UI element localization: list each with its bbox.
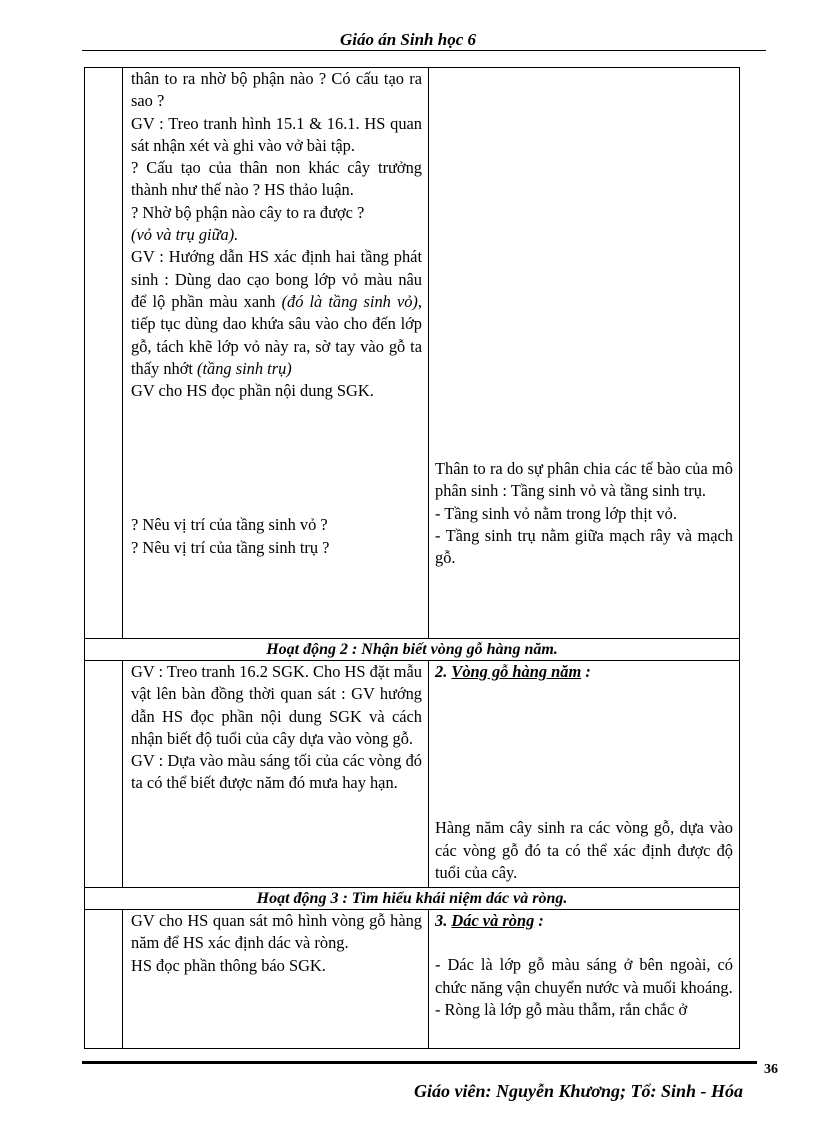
paragraph: - Tầng sinh trụ nằm giữa mạch rây và mạch gỗ. xyxy=(435,525,733,568)
paragraph: GV : Hướng dẫn HS xác định hai tầng phát sinh : Dùng dao cạo bong lớp vỏ màu nâu để lộ phần màu xanh (đó là tầng sinh vỏ), tiếp tục dùng dao khứa sâu vào cho đến lớp gỗ, tách khẽ lớp vỏ này ra, sờ tay vào gỗ ta thấy nhớt (tầng sinh trụ) xyxy=(131,247,422,378)
paragraph: - Tầng sinh vỏ nằm trong lớp thịt vỏ. xyxy=(435,503,677,523)
paragraph: ? Nêu vị trí của tầng sinh vỏ ? xyxy=(131,515,328,535)
section-heading: 2. Vòng gỗ hàng năm : xyxy=(435,662,591,681)
page-number: 36 xyxy=(764,1062,778,1077)
section-row xyxy=(85,639,740,661)
teacher-activity-cell xyxy=(123,910,429,1049)
paragraph: ? Cấu tạo của thân non khác cây trưởng thành như thế nào ? HS thảo luận. xyxy=(131,158,422,200)
paragraph: Thân to ra do sự phân chia các tế bào của mô phân sinh : Tầng sinh vỏ và tầng sinh trụ. xyxy=(435,459,733,501)
paragraph: GV : Treo tranh 16.2 SGK. Cho HS đặt mẫu vật lên bàn đồng thời quan sát : GV hướng dẫn HS đọc phần nội dung SGK và cách nhận biết độ tuổi của cây dựa vào vòng gỗ. xyxy=(131,662,422,748)
stt-cell xyxy=(85,910,123,1049)
footer-divider xyxy=(82,1061,757,1064)
stt-cell xyxy=(85,661,123,888)
paragraph: HS đọc phần thông báo SGK. xyxy=(131,955,326,975)
content-cell xyxy=(429,910,740,1049)
content-cell xyxy=(429,68,740,639)
page-header-title: Giáo án Sinh học 6 xyxy=(339,30,477,49)
content-cell xyxy=(429,661,740,888)
teacher-activity-cell xyxy=(123,68,429,639)
section-row xyxy=(85,888,740,910)
stt-cell xyxy=(85,68,123,639)
section-title: Hoạt động 3 : Tìm hiểu khái niệm dác và ròng. xyxy=(85,888,740,910)
section-heading: 3. Dác và ròng : xyxy=(435,911,544,930)
header-divider xyxy=(82,50,766,51)
section-title: Hoạt động 2 : Nhận biết vòng gỗ hàng năm. xyxy=(85,639,740,661)
table-row xyxy=(85,661,740,888)
paragraph: GV cho HS quan sát mô hình vòng gỗ hàng năm để HS xác định dác và ròng. xyxy=(131,911,422,953)
paragraph: thân to ra nhờ bộ phận nào ? Có cấu tạo ra sao ? xyxy=(131,69,422,111)
teacher-activity-cell xyxy=(123,661,429,888)
footer-teacher-info: Giáo viên: Nguyễn Khương; Tổ: Sinh - Hóa xyxy=(414,1081,743,1101)
paragraph: - Ròng là lớp gỗ màu thẫm, rắn chắc ở xyxy=(435,999,688,1019)
paragraph: GV cho HS đọc phần nội dung SGK. xyxy=(131,381,374,401)
paragraph: ? Nêu vị trí của tầng sinh trụ ? xyxy=(131,537,330,557)
table-row xyxy=(85,68,740,639)
paragraph: Hàng năm cây sinh ra các vòng gỗ, dựa vào các vòng gỗ đó ta có thể xác định được độ tuổi của cây. xyxy=(435,818,733,882)
paragraph: - Dác là lớp gỗ màu sáng ở bên ngoài, có chức năng vận chuyển nước và muối khoáng. xyxy=(435,955,733,997)
paragraph: GV : Dựa vào màu sáng tối của các vòng đó ta có thể biết được năm đó mưa hay hạn. xyxy=(131,751,422,793)
paragraph: GV : Treo tranh hình 15.1 & 16.1. HS quan sát nhận xét và ghi vào vở bài tập. xyxy=(131,113,422,155)
table-row xyxy=(85,910,740,1049)
lesson-table xyxy=(84,67,740,1049)
paragraph: ? Nhờ bộ phận nào cây to ra được ? xyxy=(131,202,365,222)
paragraph-italic: (vỏ và trụ giữa). xyxy=(131,225,239,245)
